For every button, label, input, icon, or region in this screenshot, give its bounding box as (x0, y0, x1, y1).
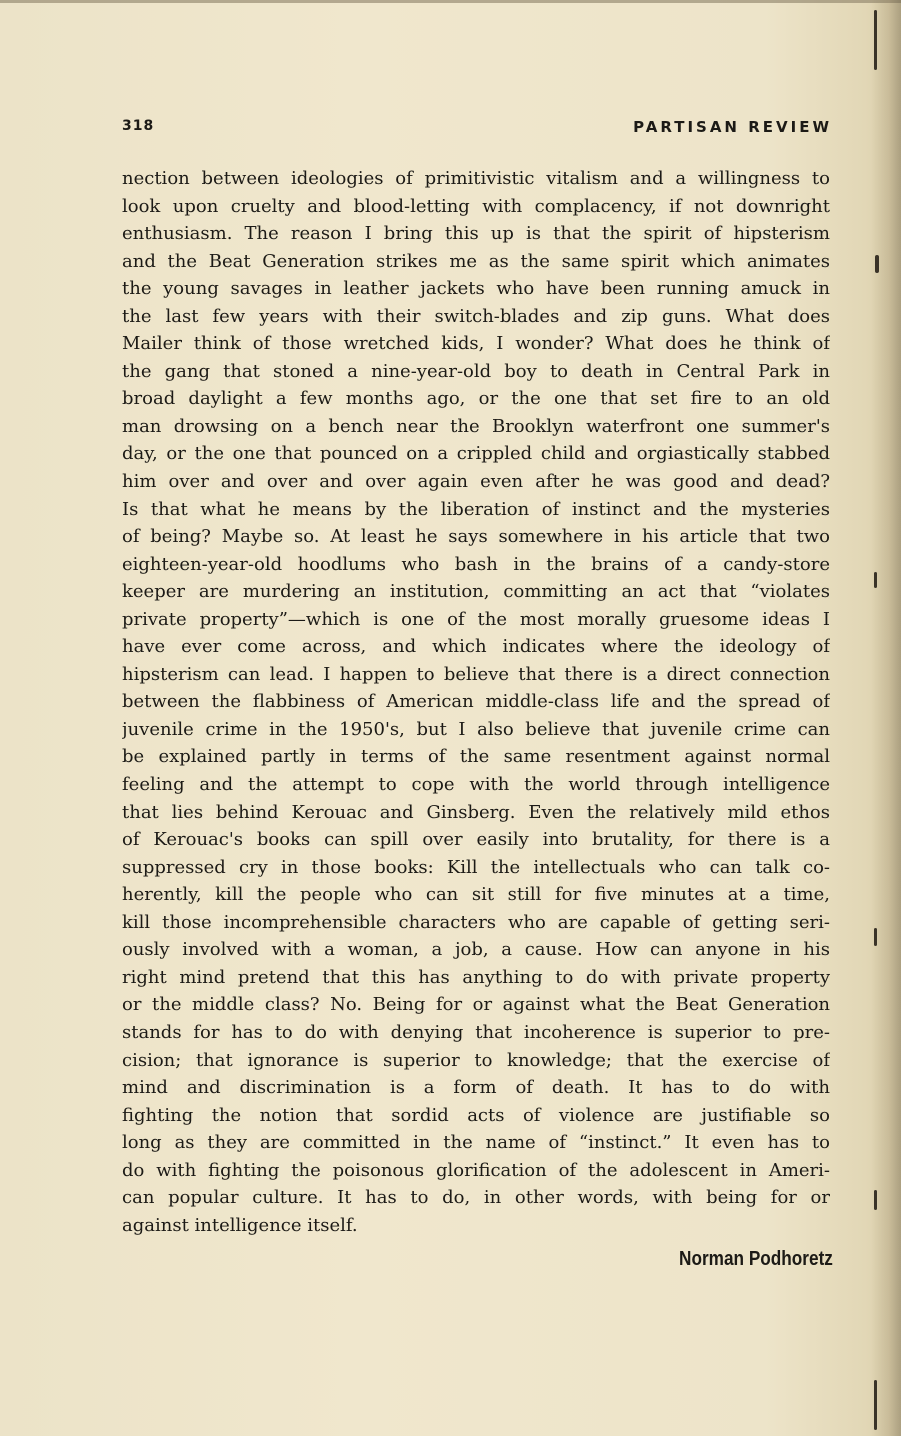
text-line: that lies behind Kerouac and Ginsberg. Even the relatively mild ethos (122, 801, 830, 823)
text-line: day, or the one that pounced on a crippled child and orgiastically stabbed (122, 443, 830, 465)
text-line: keeper are murdering an institution, committing an act that “violates (122, 581, 830, 603)
text-line: between the flabbiness of American middle-class life and the spread of (122, 691, 830, 713)
text-line: the last few years with their switch-blades and zip guns. What does (122, 305, 830, 327)
text-line: feeling and the attempt to cope with the world through intelligence (122, 774, 830, 796)
text-line: broad daylight a few months ago, or the one that set fire to an old (122, 388, 830, 410)
text-line: juvenile crime in the 1950's, but I also believe that juvenile crime can (122, 718, 830, 740)
binding-mark (874, 10, 877, 70)
text-line: can popular culture. It has to do, in other words, with being for or (122, 1187, 830, 1209)
text-line: fighting the notion that sordid acts of violence are justifiable so (122, 1104, 830, 1126)
binding-mark (874, 572, 877, 588)
text-line: suppressed cry in those books: Kill the intellectuals who can talk co- (122, 856, 830, 878)
binding-mark (874, 928, 877, 946)
text-line: eighteen-year-old hoodlums who bash in the brains of a candy-store (122, 553, 830, 575)
text-line: ously involved with a woman, a job, a cause. How can anyone in his (122, 939, 830, 961)
text-line: hipsterism can lead. I happen to believe that there is a direct connection (122, 663, 830, 685)
text-line: mind and discrimination is a form of death. It has to do with (122, 1077, 830, 1099)
binding-mark (874, 1190, 877, 1210)
text-line: the gang that stoned a nine-year-old boy to death in Central Park in (122, 360, 830, 382)
text-line: right mind pretend that this has anything to do with private property (122, 966, 830, 988)
text-line: do with fighting the poisonous glorification of the adolescent in Ameri- (122, 1159, 830, 1181)
article-body (122, 165, 830, 1239)
text-line: enthusiasm. The reason I bring this up is that the spirit of hipsterism (122, 223, 830, 245)
text-line: of being? Maybe so. At least he says somewhere in his article that two (122, 526, 830, 548)
text-line: look upon cruelty and blood-letting with complacency, if not downright (122, 195, 830, 217)
top-edge-shadow (0, 0, 901, 3)
text-line: the young savages in leather jackets who have been running amuck in (122, 278, 830, 300)
text-line: be explained partly in terms of the same resentment against normal (122, 746, 830, 768)
text-line: against intelligence itself. (122, 1214, 358, 1236)
text-line: private property”—which is one of the most morally gruesome ideas I (122, 608, 830, 630)
text-line: man drowsing on a bench near the Brooklyn waterfront one summer's (122, 415, 830, 437)
text-line: stands for has to do with denying that incoherence is superior to pre- (122, 1021, 830, 1043)
text-line: Mailer think of those wretched kids, I wonder? What does he think of (122, 333, 830, 355)
text-line: herently, kill the people who can sit still for five minutes at a time, (122, 884, 830, 906)
text-line: long as they are committed in the name of “instinct.” It even has to (122, 1132, 830, 1154)
page-header (122, 118, 832, 140)
page-gutter-edge (871, 0, 901, 1436)
text-line: have ever come across, and which indicates where the ideology of (122, 636, 830, 658)
running-head: PARTISAN REVIEW (633, 118, 832, 136)
text-line: Is that what he means by the liberation of instinct and the mysteries (122, 498, 830, 520)
text-line: kill those incomprehensible characters who are capable of getting seri- (122, 911, 830, 933)
text-line: him over and over and over again even after he was good and dead? (122, 471, 830, 493)
binding-mark (875, 255, 879, 273)
text-line: or the middle class? No. Being for or against what the Beat Generation (122, 994, 830, 1016)
text-line: cision; that ignorance is superior to knowledge; that the exercise of (122, 1049, 830, 1071)
author-signature: Norman Podhoretz (679, 1248, 833, 1270)
page-number: 318 (122, 118, 155, 134)
text-line: and the Beat Generation strikes me as the same spirit which animates (122, 250, 830, 272)
binding-mark (874, 1380, 877, 1430)
text-line: nection between ideologies of primitivistic vitalism and a willingness to (122, 168, 830, 189)
text-line: of Kerouac's books can spill over easily into brutality, for there is a (122, 829, 830, 851)
